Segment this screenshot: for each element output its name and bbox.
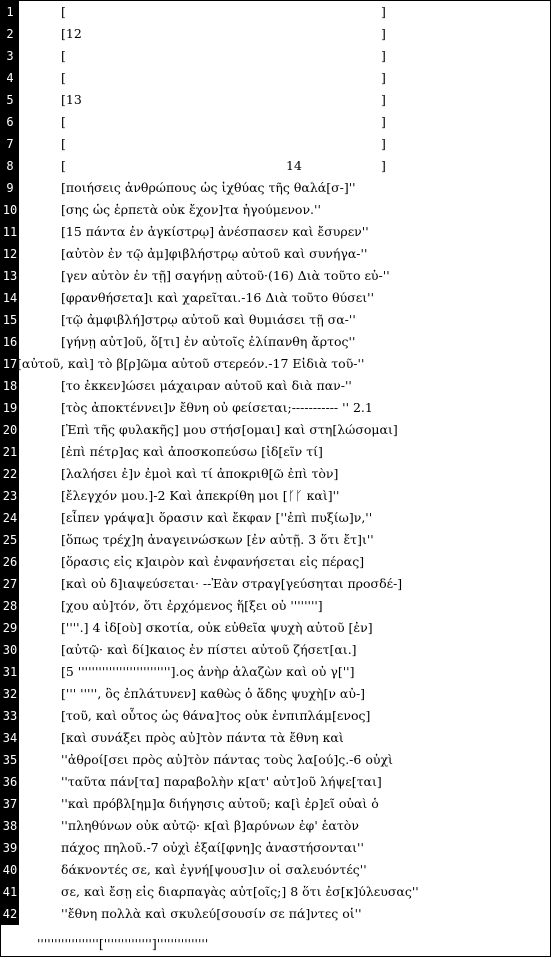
line-number: 12 (1, 243, 19, 265)
text-line (1, 705, 550, 727)
line-text: πάχος πηλοῦ.-7 οὐχὶ ἐξαί[φνη]ς ἀναστήσονται'' (61, 840, 364, 855)
text-line (1, 815, 550, 837)
line-number: 3 (1, 45, 19, 67)
text-line (1, 243, 550, 265)
line-number: 4 (1, 67, 19, 89)
text-line (1, 45, 550, 67)
line-text: [εἶπεν γράψα]ι ὅρασιν καὶ ἔκφαν [''ἐπὶ πυξίω]ν,'' (61, 510, 373, 525)
line-text: [ (61, 4, 66, 19)
line-number: 28 (1, 595, 19, 617)
line-number: 34 (1, 727, 19, 749)
line-number: 20 (1, 419, 19, 441)
line-number: 36 (1, 771, 19, 793)
line-text: [γεν αὐτὸν ἐν τῇ] σαγήνῃ αὐτοῦ·(16) Διὰ τοῦτο εὐ-'' (61, 268, 390, 283)
text-line (1, 507, 550, 529)
line-number: 25 (1, 529, 19, 551)
line-text: [ (61, 114, 66, 129)
closing-bracket: ] (381, 158, 386, 173)
line-text: [5 '''''''''''''''''''''''''''].ος ἀνὴρ ἀλαζὼν καὶ οὐ γ[''] (61, 664, 355, 679)
line-number: 35 (1, 749, 19, 771)
line-text: [αὐτῷ· καὶ δί]καιος ἐν πίστει αὐτοῦ ζήσετ[αι.] (61, 642, 357, 657)
line-text: [καὶ οὐ δ]ιαψεύσεται· --Ἐὰν στραγ[γεύσηται προσδέ-] (61, 576, 403, 591)
line-number: 37 (1, 793, 19, 815)
closing-bracket: ] (381, 92, 386, 107)
text-line (1, 155, 550, 177)
line-text: ''ἔθνη πολλὰ καὶ σκυλεύ[σουσίν σε πά]ντες οἱ'' (61, 906, 362, 921)
line-number: 5 (1, 89, 19, 111)
text-line (1, 309, 550, 331)
text-line (1, 727, 550, 749)
line-number: 6 (1, 111, 19, 133)
line-column-number: 14 (286, 158, 302, 173)
line-text: ''καὶ πρόβλ[ημ]α διήγησις αὐτοῦ; κα[ὶ ἐρ]εῖ οὐαὶ ὁ (61, 796, 379, 811)
text-line (1, 353, 550, 375)
text-line (1, 177, 550, 199)
line-text: [τὸς ἀποκτέννει]ν ἔθνη οὐ φείσεται;----------- '' 2.1 (61, 400, 373, 415)
text-line (1, 551, 550, 573)
line-number: 41 (1, 881, 19, 903)
line-number: 38 (1, 815, 19, 837)
text-line (1, 67, 550, 89)
text-line (1, 881, 550, 903)
line-number: 13 (1, 265, 19, 287)
text-line (1, 661, 550, 683)
line-number: 30 (1, 639, 19, 661)
line-text: [τῷ ἀμφιβλή]στρῳ αὐτοῦ καὶ θυμιάσει τῇ σα-'' (61, 312, 356, 327)
text-line (1, 265, 550, 287)
line-text: [λαλήσει ἐ]ν ἐμοὶ καὶ τί ἀποκριθ[ῶ ἐπὶ τὸν] (61, 466, 339, 481)
text-line (1, 331, 550, 353)
line-text: [Ἐπὶ τῆς φυλακῆς] μου στήσ[ομαι] καὶ στη[λώσομαι] (61, 422, 398, 437)
text-line (1, 287, 550, 309)
line-number: 33 (1, 705, 19, 727)
line-number: 42 (1, 903, 19, 925)
line-text: δάκνοντές σε, καὶ ἐγνή[ψουσ]ιν οἱ σαλευόντές'' (61, 862, 367, 877)
footer-text: ''''''''''''''''''['''''''''''''']''''''''''''''' (37, 936, 209, 951)
text-line (1, 1, 550, 23)
line-number: 7 (1, 133, 19, 155)
line-number: 40 (1, 859, 19, 881)
line-number: 17 (1, 353, 19, 375)
text-line (1, 683, 550, 705)
line-text: [ὅρασις εἰς κ]αιρὸν καὶ ἐνφανήσεται εἰς πέρας] (61, 554, 365, 569)
text-line (1, 749, 550, 771)
text-line (1, 397, 550, 419)
text-line (1, 771, 550, 793)
line-number: 18 (1, 375, 19, 397)
line-text: [''' ''''', ὃς ἐπλάτυνεν] καθὼς ὁ ἅδης ψυχὴ[ν αὐ-] (61, 686, 366, 701)
closing-bracket: ] (381, 4, 386, 19)
text-line (1, 529, 550, 551)
line-text: [ἔλεγχόν μου.]-2 Καὶ ἀπεκρίθη μοι [ᚴᚴ καὶ]'' (61, 488, 340, 503)
closing-bracket: ] (381, 70, 386, 85)
text-line (1, 419, 550, 441)
line-text: [ (61, 48, 66, 63)
text-line (1, 595, 550, 617)
line-number: 39 (1, 837, 19, 859)
line-number: 16 (1, 331, 19, 353)
line-number: 24 (1, 507, 19, 529)
line-text: [ἐπὶ πέτρ]ας καὶ ἀποσκοπεύσω [ἰδ[εῖν τί] (61, 444, 323, 459)
line-text: [''''.] 4 ἰδ[οὺ] σκοτία, οὐκ εὐθεῖα ψυχὴ αὐτοῦ [ἐν] (61, 620, 373, 635)
text-line (1, 859, 550, 881)
line-text: [ὅπως τρέχ]η ἀναγεινώσκων [ἐν αὐτῇ. 3 ὅτι ἔτ]ι'' (61, 532, 374, 547)
line-number: 8 (1, 155, 19, 177)
line-number: 9 (1, 177, 19, 199)
text-line (1, 23, 550, 45)
line-text: [12 (61, 26, 82, 41)
line-text: [ (61, 136, 66, 151)
line-text: [χου αὐ]τόν, ὅτι ἐρχόμενος ἥ[ξει οὐ ''''''''] (61, 598, 323, 613)
line-number: 1 (1, 1, 19, 23)
line-text: ''πληθύνων οὐκ αὐτῷ· κ[αὶ β]αρύνων ἐφ' ἑατὸν (61, 818, 359, 833)
text-line (1, 485, 550, 507)
line-number: 19 (1, 397, 19, 419)
closing-bracket: ] (381, 48, 386, 63)
text-line (1, 463, 550, 485)
line-number: 11 (1, 221, 19, 243)
line-number: 21 (1, 441, 19, 463)
text-line (1, 639, 550, 661)
line-number: 23 (1, 485, 19, 507)
line-text: [το ἐκκεν]ώσει μάχαιραν αὐτοῦ καὶ διὰ παν-'' (61, 378, 352, 393)
line-text: ''ἀθροί[σει πρὸς αὐ]τὸν πάντας τοὺς λα[ού]ς.-6 οὐχὶ (61, 752, 393, 767)
line-number: 15 (1, 309, 19, 331)
line-text: [ποιήσεις ἀνθρώπους ὡς ἰχθύας τῆς θαλά[σ-]'' (61, 180, 356, 195)
line-number: 26 (1, 551, 19, 573)
line-number: 14 (1, 287, 19, 309)
closing-bracket: ] (381, 26, 386, 41)
line-text: σε, καὶ ἔσῃ εἰς διαρπαγὰς αὐτ[οῖς;] 8 ὅτι ἐσ[κ]ύλευσας'' (61, 884, 419, 899)
line-number: 31 (1, 661, 19, 683)
line-text: [ (61, 158, 66, 173)
text-line (1, 111, 550, 133)
text-line (1, 903, 550, 925)
text-line (1, 375, 550, 397)
line-text: [καὶ συνάξει πρὸς αὐ]τὸν πάντα τὰ ἔθνη καὶ (61, 730, 344, 745)
line-text: [13 (61, 92, 82, 107)
text-line (1, 199, 550, 221)
line-text: [ (61, 70, 66, 85)
line-text: [γήνῃ αὐτ]οῦ, ὅ[τι] ἐν αὐτοῖς ἐλίπανθη ἄρτος'' (61, 334, 356, 349)
line-text: [τοῦ, καὶ οὗτος ὡς θάνα]τος οὐκ ἐνπιπλάμ[ενος] (61, 708, 371, 723)
line-number: 29 (1, 617, 19, 639)
line-text: [φρανθήσετα]ι καὶ χαρεῖται.-16 Διὰ τοῦτο θύσει'' (61, 290, 375, 305)
line-text: [αὐτὸν ἐν τῷ ἀμ]φιβλήστρῳ αὐτοῦ καὶ συνήγα-'' (61, 246, 368, 261)
line-number: 27 (1, 573, 19, 595)
text-line (1, 617, 550, 639)
line-number: 10 (1, 199, 19, 221)
text-line (1, 837, 550, 859)
text-line (1, 793, 550, 815)
line-number: 2 (1, 23, 19, 45)
line-text: [αὐτοῦ, καὶ] τὸ β[ρ]ῶμα αὐτοῦ στερεόν.-17 Εἰδιὰ τοῦ-'' (17, 356, 365, 371)
line-text: ''ταῦτα πάν[τα] παραβολὴν κ[ατ' αὐτ]οῦ λήψε[ται] (61, 774, 382, 789)
text-line (1, 221, 550, 243)
text-line (1, 133, 550, 155)
line-text: [15 πάντα ἐν ἀγκίστρῳ] ἀνέσπασεν καὶ ἔσυρεν'' (61, 224, 369, 239)
line-number: 22 (1, 463, 19, 485)
closing-bracket: ] (381, 114, 386, 129)
text-line (1, 573, 550, 595)
text-line (1, 89, 550, 111)
line-number: 32 (1, 683, 19, 705)
text-line (1, 441, 550, 463)
closing-bracket: ] (381, 136, 386, 151)
footer-line (1, 933, 550, 955)
line-text: [σης ὡς ἑρπετὰ οὐκ ἔχον]τα ἡγούμενον.'' (61, 202, 321, 217)
